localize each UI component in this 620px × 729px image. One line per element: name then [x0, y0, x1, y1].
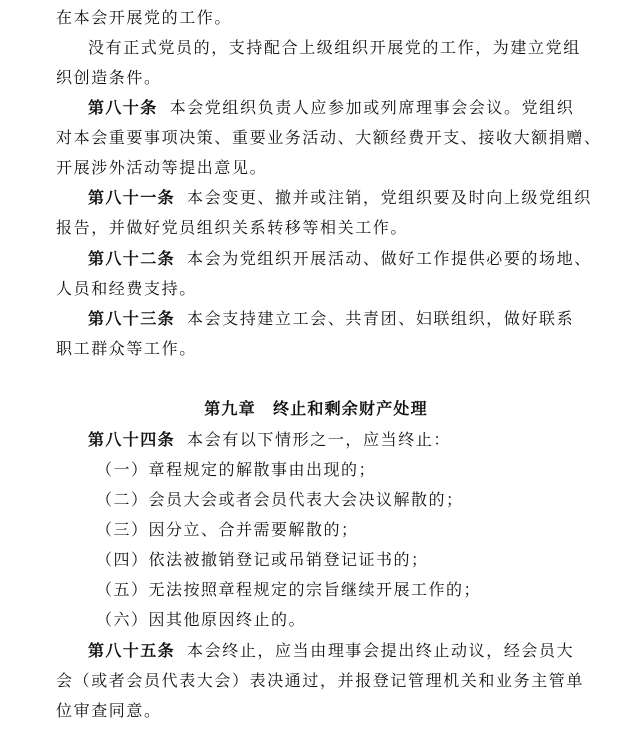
text-line: 织创造条件。	[56, 68, 162, 87]
article-title: 第八十五条	[88, 641, 176, 660]
article-text: 本会有以下情形之一，应当终止：	[187, 430, 452, 449]
list-item: （五）无法按照章程规定的宗旨继续开展工作的；	[96, 580, 482, 599]
article-80	[88, 97, 574, 119]
text-line: 没有正式党员的，支持配合上级组织开展党的工作，为建立党组	[88, 38, 581, 57]
article-title: 第八十二条	[88, 249, 176, 268]
article-title: 第八十一条	[88, 188, 176, 207]
article-82	[88, 248, 592, 270]
text-line: 会（或者会员代表大会）表决通过，并报登记管理机关和业务主管单	[56, 671, 585, 690]
article-84	[88, 429, 451, 451]
text-line: 在本会开展党的工作。	[56, 8, 233, 27]
list-item: （四）依法被撤销登记或吊销登记证书的；	[96, 550, 429, 569]
article-81	[88, 187, 592, 209]
text-line: 对本会重要事项决策、重要业务活动、大额经费开支、接收大额捐赠、	[56, 128, 602, 147]
text-line: 位审查同意。	[56, 701, 162, 720]
article-text: 本会变更、撤并或注销，党组织要及时向上级党组织	[187, 188, 592, 207]
article-title: 第八十四条	[88, 430, 176, 449]
chapter-heading: 第九章 终止和剩余财产处理	[204, 399, 428, 418]
text-line: 开展涉外活动等提出意见。	[56, 158, 268, 177]
article-text: 本会党组织负责人应参加或列席理事会会议。党组织	[169, 98, 575, 117]
list-item: （一）章程规定的解散事由出现的；	[96, 460, 377, 479]
article-83	[88, 308, 574, 330]
article-text: 本会为党组织开展活动、做好工作提供必要的场地、	[187, 249, 592, 268]
list-item: （六）因其他原因终止的。	[96, 610, 307, 629]
text-line: 报告，并做好党员组织关系转移等相关工作。	[56, 218, 409, 237]
list-item: （二）会员大会或者会员代表大会决议解散的；	[96, 490, 464, 509]
article-title: 第八十条	[88, 98, 158, 117]
article-text: 本会支持建立工会、共青团、妇联组织，做好联系	[187, 309, 575, 328]
article-85	[88, 640, 574, 662]
article-text: 本会终止，应当由理事会提出终止动议，经会员大	[187, 641, 575, 660]
article-title: 第八十三条	[88, 309, 176, 328]
text-line: 职工群众等工作。	[56, 339, 197, 358]
text-line: 人员和经费支持。	[56, 279, 197, 298]
list-item: （三）因分立、合并需要解散的；	[96, 520, 359, 539]
